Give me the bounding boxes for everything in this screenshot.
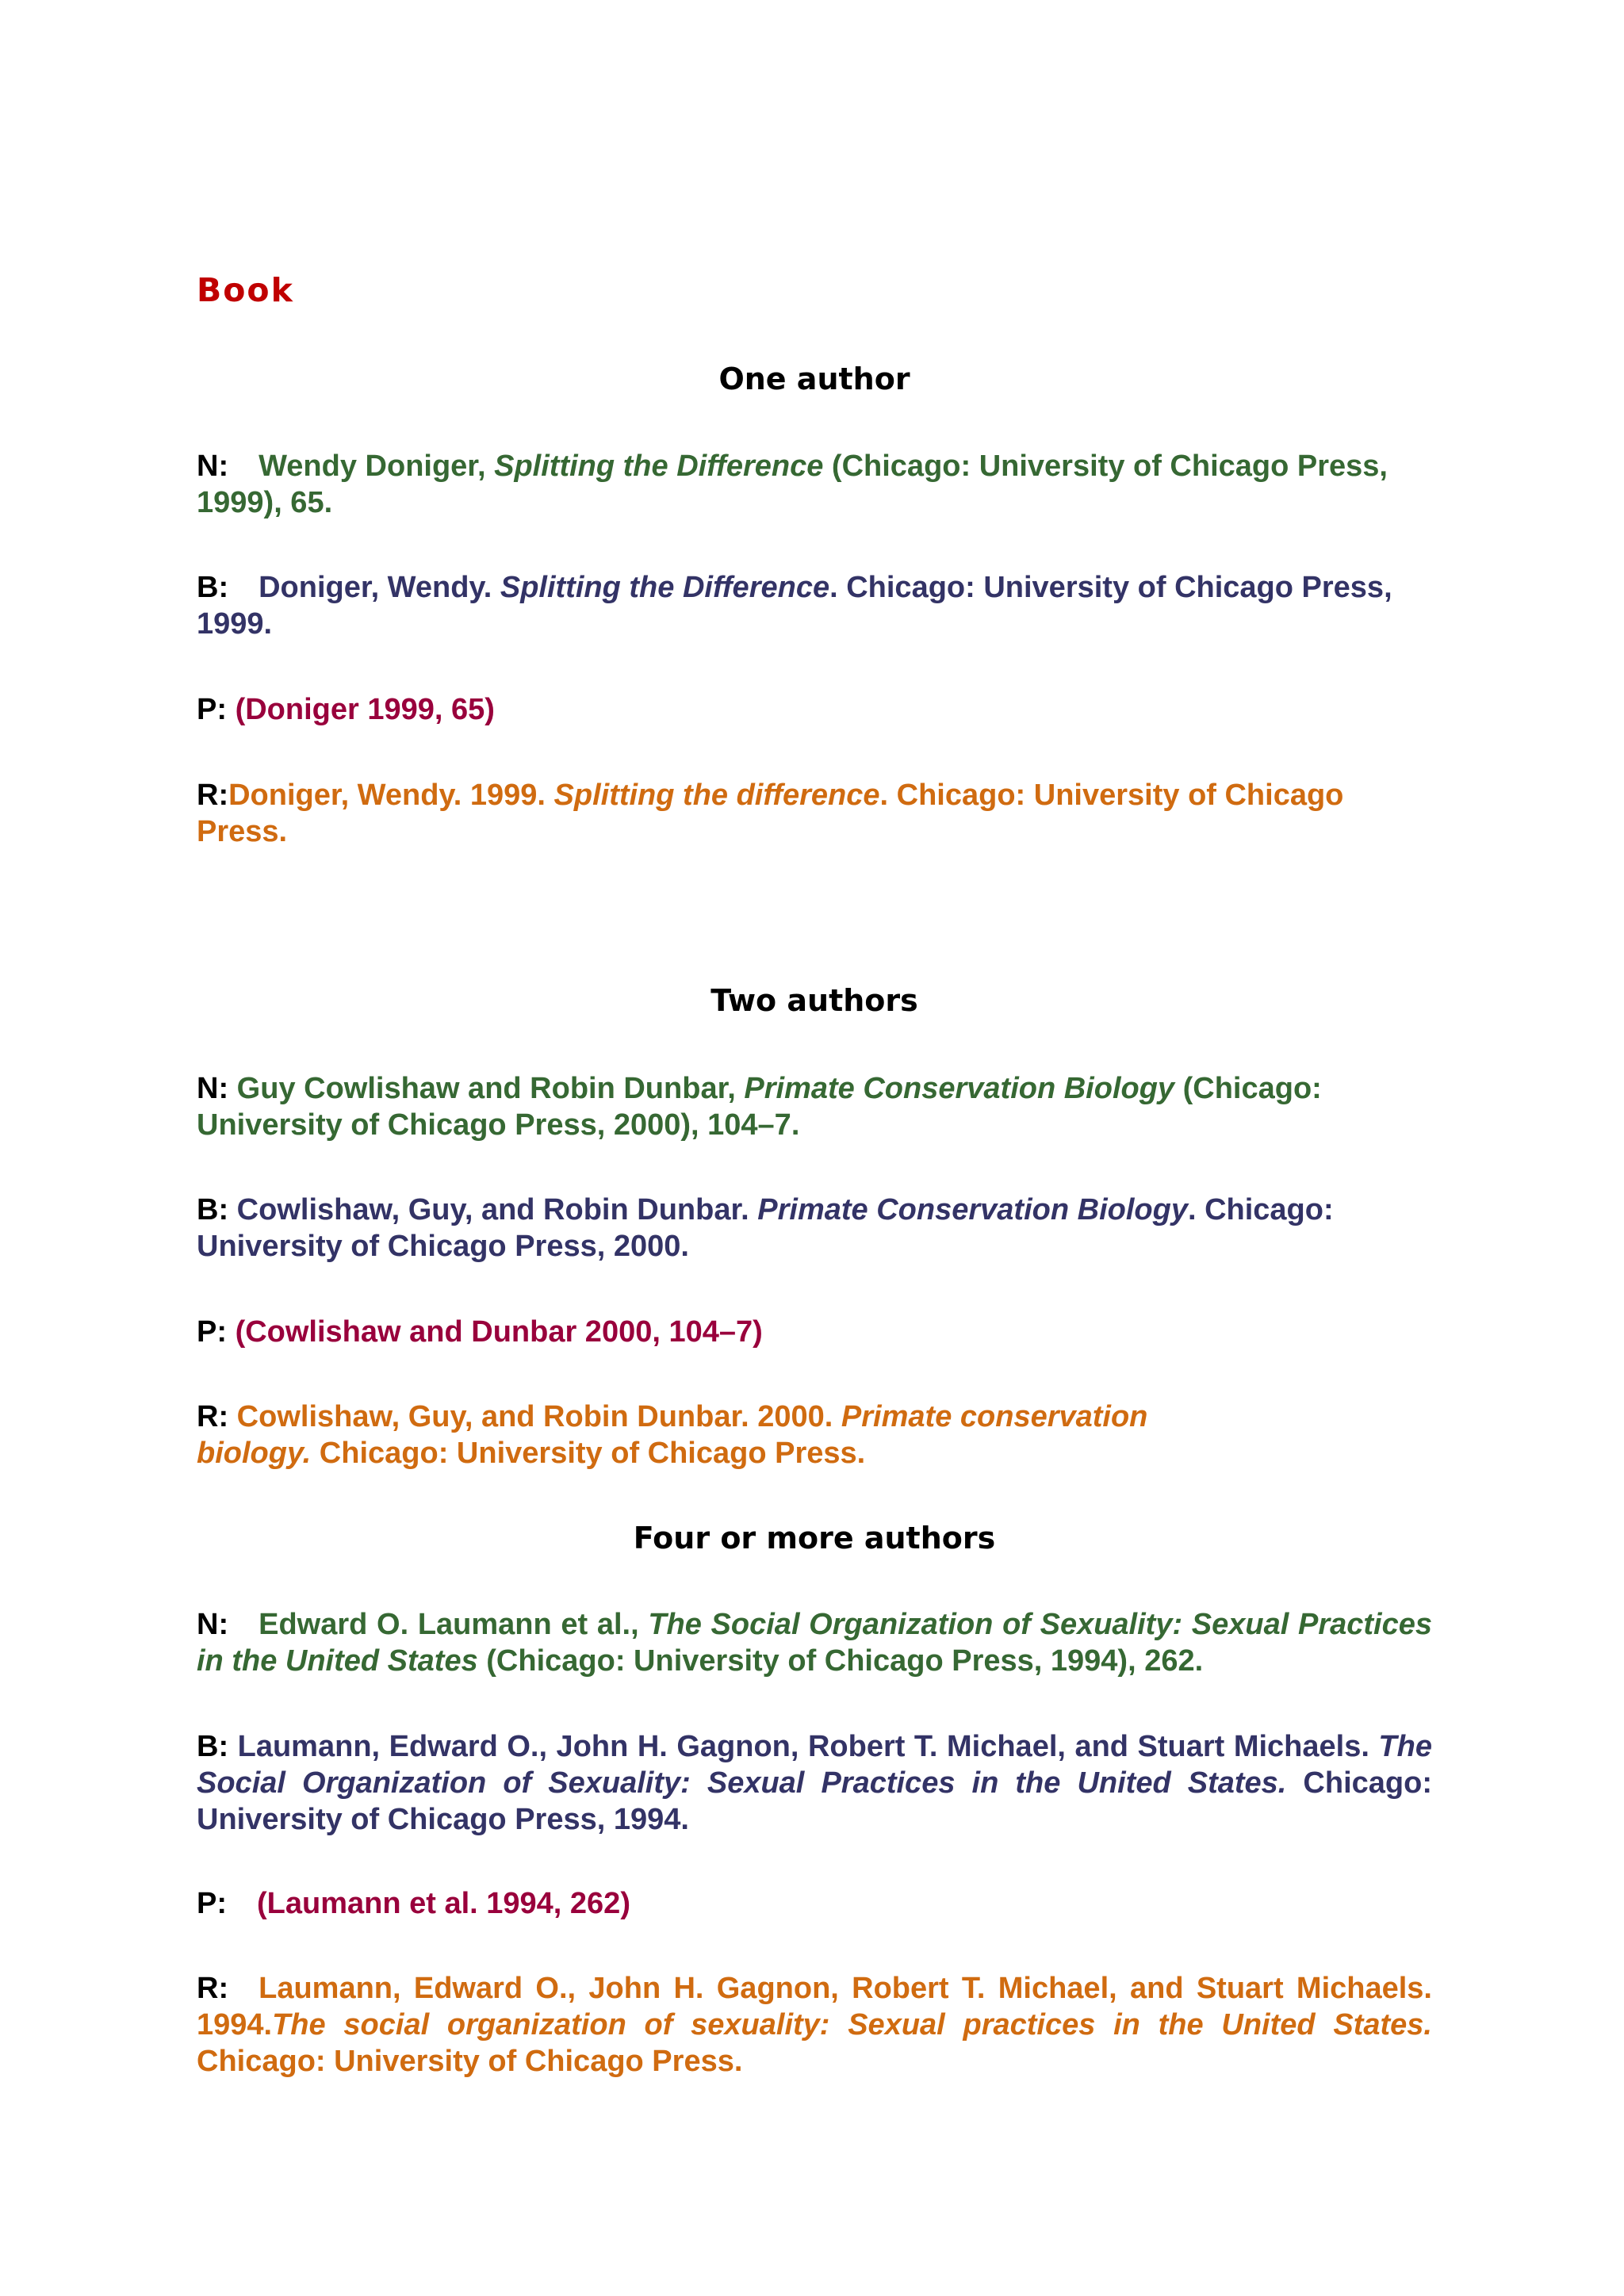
entry-title: Splitting the difference — [553, 779, 880, 812]
reference-entry-one-author — [197, 777, 1432, 850]
entry-text: Cowlishaw, Guy, and Robin Dunbar. — [236, 1193, 758, 1226]
entry-title: biology. — [197, 1437, 312, 1470]
entry-title: Primate conservation — [841, 1400, 1148, 1433]
entry-label: P: — [197, 1887, 227, 1920]
reference-entry-two-authors — [197, 1399, 1432, 1471]
parenthetical-entry-two-authors — [197, 1314, 1432, 1350]
entry-text: Laumann, Edward O., John H. Gagnon, Robert T. Michael, and Stuart Michaels. — [237, 1730, 1379, 1763]
entry-text: . Chicago: University of Chicago Press, 2000. — [197, 1193, 1334, 1263]
entry-text: Chicago: University of Chicago Press, 1994. — [197, 1766, 1432, 1836]
entry-text: (Doniger 1999, 65) — [235, 693, 495, 726]
entry-text: Chicago: University of Chicago Press. — [197, 2045, 743, 2078]
entry-label: N: — [197, 1608, 229, 1641]
entry-title: The social organization of sexuality: Sexual practices in the United States. — [272, 2008, 1432, 2042]
entry-text: Wendy Doniger, — [259, 450, 495, 483]
entry-text: . Chicago: University of Chicago Press. — [197, 779, 1344, 848]
entry-title: The Social Organization of Sexuality: Sexual Practices in the United States. — [197, 1730, 1432, 1800]
entry-title: Splitting the Difference — [500, 571, 830, 604]
entry-label: N: — [197, 1072, 229, 1105]
entry-text: . Chicago: University of Chicago Press, 1999. — [197, 571, 1392, 641]
parenthetical-entry-one-author — [197, 691, 1432, 728]
entry-label: P: — [197, 693, 227, 726]
entry-text: (Chicago: University of Chicago Press, 2000), 104–7. — [197, 1072, 1322, 1142]
section-title: Book — [197, 271, 294, 309]
entry-text: Cowlishaw, Guy, and Robin Dunbar. 2000. — [236, 1400, 841, 1433]
entry-text: Laumann, Edward O., John H. Gagnon, Robert T. Michael, and Stuart Michaels. 1994. — [197, 1972, 1432, 2042]
entry-title: Primate Conservation Biology — [757, 1193, 1188, 1226]
entry-label: N: — [197, 450, 229, 483]
reference-entry-four-authors — [197, 1970, 1432, 2080]
entry-title: Primate Conservation Biology — [744, 1072, 1175, 1105]
entry-text: (Cowlishaw and Dunbar 2000, 104–7) — [235, 1315, 763, 1349]
entry-text: Doniger, Wendy. — [259, 571, 500, 604]
parenthetical-entry-four-authors — [197, 1885, 1432, 1922]
entry-label: P: — [197, 1315, 227, 1349]
entry-text: Chicago: University of Chicago Press. — [311, 1437, 866, 1470]
entry-label: B: — [197, 571, 229, 604]
entry-label: B: — [197, 1193, 229, 1226]
entry-label: R: — [197, 1972, 229, 2005]
bibliography-entry-two-authors — [197, 1192, 1432, 1265]
entry-label: B: — [197, 1730, 229, 1763]
entry-text: Doniger, Wendy. 1999. — [228, 779, 554, 812]
entry-text: (Laumann et al. 1994, 262) — [257, 1887, 630, 1920]
heading-one-author: One author — [718, 362, 910, 396]
notes-entry-two-authors — [197, 1070, 1432, 1143]
entry-text: (Chicago: University of Chicago Press, 1999), 65. — [197, 450, 1388, 519]
entry-label: R: — [197, 1400, 229, 1433]
bibliography-entry-one-author — [197, 569, 1432, 642]
bibliography-entry-four-authors — [197, 1728, 1432, 1838]
entry-label: R: — [197, 779, 229, 812]
notes-entry-four-authors — [197, 1606, 1432, 1679]
entry-text: Edward O. Laumann et al., — [259, 1608, 649, 1641]
heading-four-or-more-authors: Four or more authors — [633, 1521, 996, 1556]
entry-text: Guy Cowlishaw and Robin Dunbar, — [236, 1072, 745, 1105]
entry-title: Splitting the Difference — [494, 450, 824, 483]
heading-two-authors: Two authors — [710, 983, 918, 1018]
notes-entry-one-author — [197, 448, 1432, 521]
entry-title: The Social Organization of Sexuality: Sexual Practices in the United States — [197, 1608, 1432, 1678]
entry-text: (Chicago: University of Chicago Press, 1994), 262. — [477, 1644, 1204, 1678]
